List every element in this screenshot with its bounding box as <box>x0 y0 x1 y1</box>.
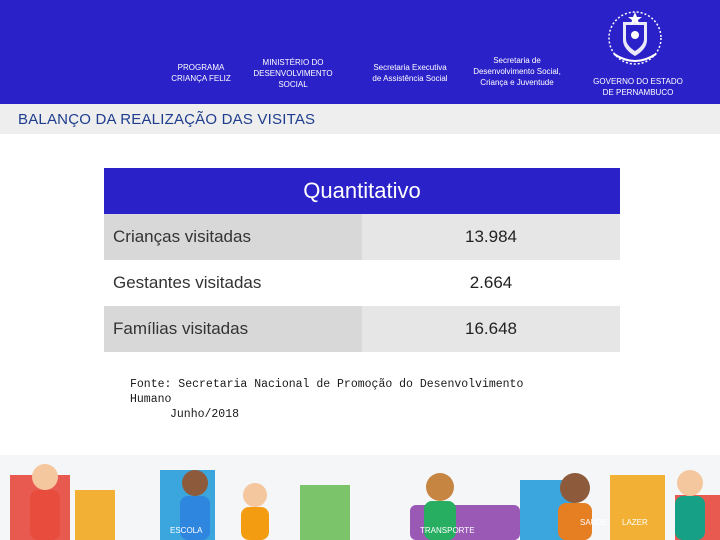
row-value: 16.648 <box>362 306 620 352</box>
row-label: Famílias visitadas <box>113 319 249 338</box>
children-illustration <box>0 455 720 540</box>
section-banner <box>0 104 720 134</box>
table-header: Quantitativo <box>104 168 620 214</box>
table-row <box>104 306 620 352</box>
illustration-label: TRANSPORTE <box>420 526 475 535</box>
row-value: 2.664 <box>469 273 513 292</box>
source-note <box>130 377 550 422</box>
illustration-label: SAÚDE <box>580 518 608 527</box>
table-row <box>104 260 620 306</box>
visits-table <box>104 168 620 352</box>
row-label: Gestantes visitadas <box>113 273 262 292</box>
secretaria-desenvolvimento-label: Secretaria de Desenvolvimento Social, Criança e Juventude <box>473 56 561 87</box>
source-date: Junho/2018 <box>170 408 240 421</box>
source-line: Fonte: Secretaria Nacional de Promoção do Desenvolvimento Humano <box>130 378 524 406</box>
secretaria-executiva-label: Secretaria Executiva de Assistência Social <box>372 63 448 83</box>
illustration-label: ESCOLA <box>170 526 203 535</box>
page-title: BALANÇO DA REALIZAÇÃO DAS VISITAS <box>18 111 316 128</box>
header-bar <box>0 0 720 104</box>
ministry-label: MINISTÉRIO DO DESENVOLVIMENTO SOCIAL <box>253 58 333 89</box>
table-row <box>104 214 620 260</box>
row-value: 13.984 <box>362 214 620 260</box>
governo-label: GOVERNO DO ESTADO DE PERNAMBUCO <box>593 77 683 97</box>
program-label: PROGRAMA CRIANÇA FELIZ <box>171 63 231 83</box>
row-label: Crianças visitadas <box>113 227 251 246</box>
state-emblem-icon <box>606 8 664 70</box>
illustration-label: LAZER <box>622 518 648 527</box>
